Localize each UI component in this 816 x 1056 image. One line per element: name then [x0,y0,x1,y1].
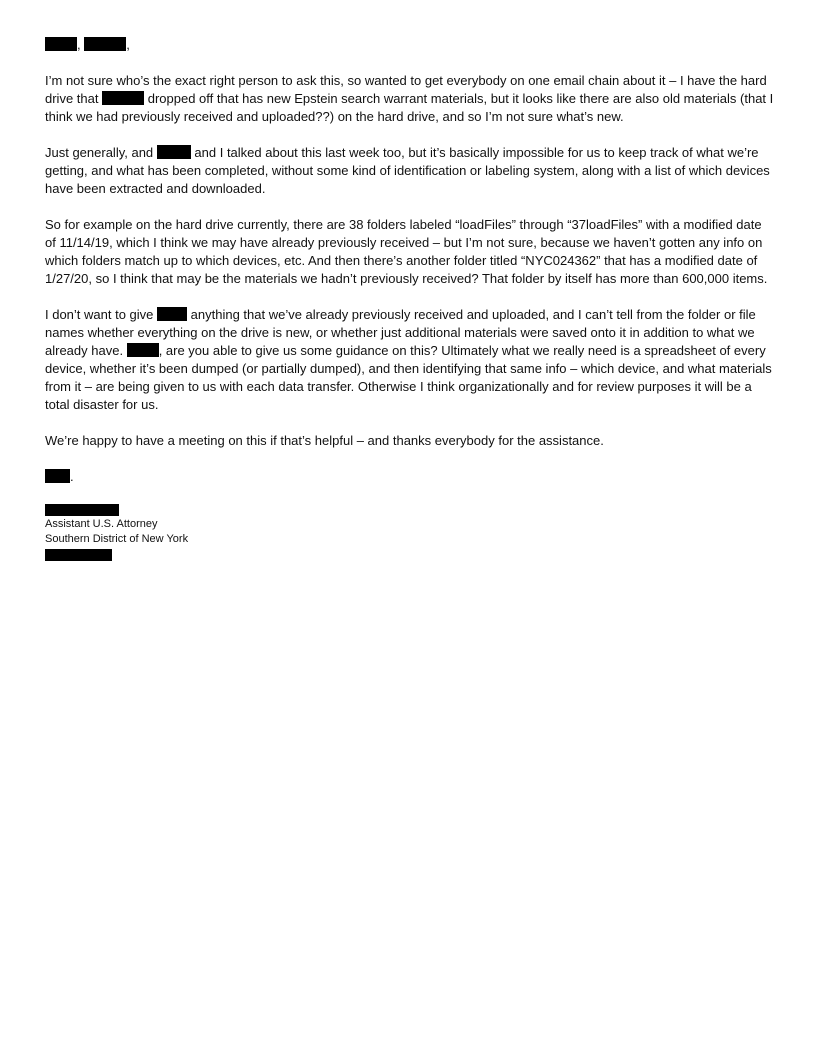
paragraph-3-text: So for example on the hard drive currently, there are 38 folders labeled “loadFiles” through “37loadFiles” with a modified date of 11/14/19, which I think we may have already previously received – but I’m not sure, because we haven’t gotten any info on which folders match up to which devices, etc. And then there’s another folder titled “NYC024362” that has a modified date of 1/27/20, so I think that may be the materials we hadn’t previously received? That folder by itself has more than 600,000 items. [45,217,768,286]
paragraph-5 [45,432,775,450]
redacted-name [127,343,159,357]
paragraph-5-text: We’re happy to have a meeting on this if that’s helpful – and thanks everybody for the assistance. [45,433,604,448]
paragraph-2-text-a: Just generally, and [45,145,154,160]
signature-block [45,504,775,561]
paragraph-1-text-b: dropped off that has new Epstein search warrant materials, but it looks like there are also old materials (that I think we had previously received and uploaded??) on the hard drive, and so I’m not sure what’s new. [45,91,774,124]
redacted-sender-name [45,504,119,516]
signature-office: Southern District of New York [45,533,189,545]
redacted-name [102,91,144,105]
paragraph-4-text-c: , are you able to give us some guidance on this? Ultimately what we really need is a spreadsheet of every device, whether it’s been dumped (or partially dumped), and then identifying that same info – which device, and what materials from it – are being given to us with each data transfer. Otherwise I think organizationally and for review purposes it will be a total disaster for us. [45,343,772,412]
greeting-trailing: , [126,37,130,52]
paragraph-1 [45,72,775,126]
paragraph-3 [45,216,775,288]
closing-initials [45,468,775,486]
email-body [45,36,775,562]
redacted-name [45,37,77,51]
signature-title: Assistant U.S. Attorney [45,518,158,530]
redacted-name [84,37,126,51]
paragraph-4 [45,306,775,414]
paragraph-2 [45,144,775,198]
redacted-name [157,145,191,159]
greeting-separator: , [77,37,81,52]
greeting [45,36,775,54]
redacted-contact [45,549,112,561]
redacted-initials [45,469,70,483]
paragraph-2-text-b: and I talked about this last week too, but it’s basically impossible for us to keep track of what we’re getting, and what has been completed, without some kind of identification or labeling system, along with a list of which devices have been extracted and downloaded. [45,145,770,196]
paragraph-4-text-b: anything that we’ve already previously received and uploaded, and I can’t tell from the folder or file names whether everything on the drive is new, or whether just additional materials were saved onto it in addition to what we already have. [45,307,756,358]
paragraph-4-text-a: I don’t want to give [45,307,154,322]
paragraph-1-text-a: I’m not sure who’s the exact right person to ask this, so wanted to get everybody on one email chain about it – I have the hard drive that [45,73,767,106]
redacted-name [157,307,187,321]
closing-trailing: . [70,469,74,484]
